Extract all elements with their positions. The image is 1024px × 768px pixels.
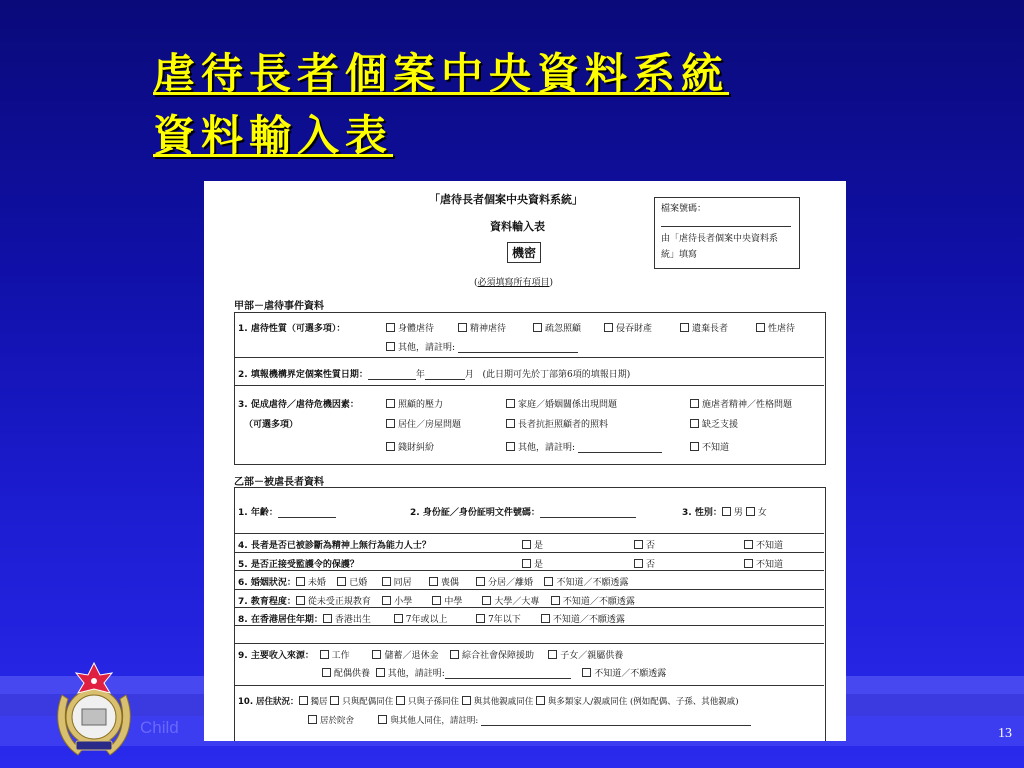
b10-row1: 10. 居住狀況： 獨居 只與配偶同住 只與子孫同住 與其他親戚同住 與多類家人/親戚同住 (例如配偶、子孫、其他親戚) — [238, 697, 739, 707]
page-number: 13 — [998, 726, 1012, 741]
file-no-label: 檔案號碼： — [661, 204, 707, 214]
q1-label: 1. 虐待性質（可選多項）： — [238, 324, 346, 334]
slide-title: 虐待長者個案中央資料系統 — [153, 49, 730, 98]
q3-option: 錢財糾紛 — [386, 440, 434, 453]
divider — [234, 589, 824, 590]
q3-option: 缺乏支援 — [690, 417, 738, 430]
q3-option: 家庭／婚姻關係出現問題 — [506, 397, 617, 410]
divider — [234, 607, 824, 608]
divider — [234, 685, 824, 686]
b7-row: 7. 教育程度： 從未受正規教育 小學 中學 大學／大專 不知道／不願透露 — [238, 597, 635, 607]
yes-option: 是 — [522, 557, 543, 570]
section-a-title: 甲部－虐待事件資料 — [234, 301, 324, 312]
b8-row: 8. 在香港居住年期： 香港出生 7年或以上 7年以下 不知道／不願透露 — [238, 615, 625, 625]
q1-option: 精神虐待 — [458, 321, 506, 334]
no-option: 否 — [634, 538, 655, 551]
q3-option: 照顧的壓力 — [386, 397, 443, 410]
q3-option: 其他，請註明: — [506, 440, 662, 453]
confidential-stamp: 機密 — [507, 242, 541, 263]
footer-text: Child — [140, 718, 179, 737]
q3-option: 居住／房屋問題 — [386, 417, 461, 430]
form-title: 「虐待長者個案中央資料系統」 — [429, 193, 583, 206]
slide-subtitle: 資料輸入表 — [153, 111, 394, 160]
q1-other: 其他，請註明: — [386, 340, 578, 353]
divider — [234, 385, 824, 386]
q1-option: 遺棄長者 — [680, 321, 728, 334]
q3-option: 不知道 — [690, 440, 729, 453]
q3-label-multi: （可選多項） — [244, 420, 299, 430]
b2-id: 2. 身份証／身份証明文件號碼： — [410, 505, 636, 518]
required-note-text: 必須填寫所有項目 — [477, 278, 550, 288]
b9-row2: 配偶供養 其他，請註明: 不知道／不願透露 — [322, 666, 666, 679]
data-input-form — [204, 181, 846, 741]
divider — [234, 533, 824, 534]
yes-option: 是 — [522, 538, 543, 551]
divider — [234, 625, 824, 626]
q3-label: 3. 促成虐待／虐待危機因素： — [238, 400, 359, 410]
divider — [234, 357, 824, 358]
required-note: (必須填寫所有項目) — [474, 278, 554, 288]
divider — [234, 643, 824, 644]
file-no-note: 由「虐待長者個案中央資料系統」填寫 — [661, 234, 779, 260]
q1-option: 性虐待 — [756, 321, 795, 334]
form-subtitle: 資料輸入表 — [490, 220, 545, 233]
no-option: 否 — [634, 557, 655, 570]
q3-option: 施虐者精神／性格問題 — [690, 397, 792, 410]
divider — [234, 570, 824, 571]
b6-row: 6. 婚姻狀況： 未婚 已婚 同居 喪偶 分居／離婚 不知道／不願透露 — [238, 578, 629, 588]
b5-label: 5. 是否正接受監護令的保護？ — [238, 560, 359, 570]
b9-row1: 9. 主要收入來源： 工作 儲蓄／退休金 綜合社會保障援助 子女／親屬供養 — [238, 651, 624, 661]
b3-sex: 3. 性別： 男 女 — [682, 508, 767, 518]
file-no-line — [661, 226, 791, 227]
b4-label: 4. 長者是否已被診斷為精神上無行為能力人士？ — [238, 541, 431, 551]
q2-row: 2. 填報機構界定個案性質日期： 年 月 (此日期可先於丁部第6項的填報日期) — [238, 370, 631, 380]
police-badge-icon — [48, 655, 140, 765]
file-number-box — [654, 197, 800, 269]
b10-row2: 居於院舍 與其他人同住，請註明: — [308, 714, 751, 726]
unknown-option: 不知道 — [744, 557, 783, 570]
divider — [234, 552, 824, 553]
unknown-option: 不知道 — [744, 538, 783, 551]
q3-option: 長者抗拒照顧者的照料 — [506, 417, 608, 430]
b1-age: 1. 年齡： — [238, 505, 336, 518]
q1-option: 疏忽照顧 — [533, 321, 581, 334]
section-b-title: 乙部－被虐長者資料 — [234, 477, 324, 488]
q1-option: 身體虐待 — [386, 321, 434, 334]
q1-option: 侵吞財產 — [604, 321, 652, 334]
